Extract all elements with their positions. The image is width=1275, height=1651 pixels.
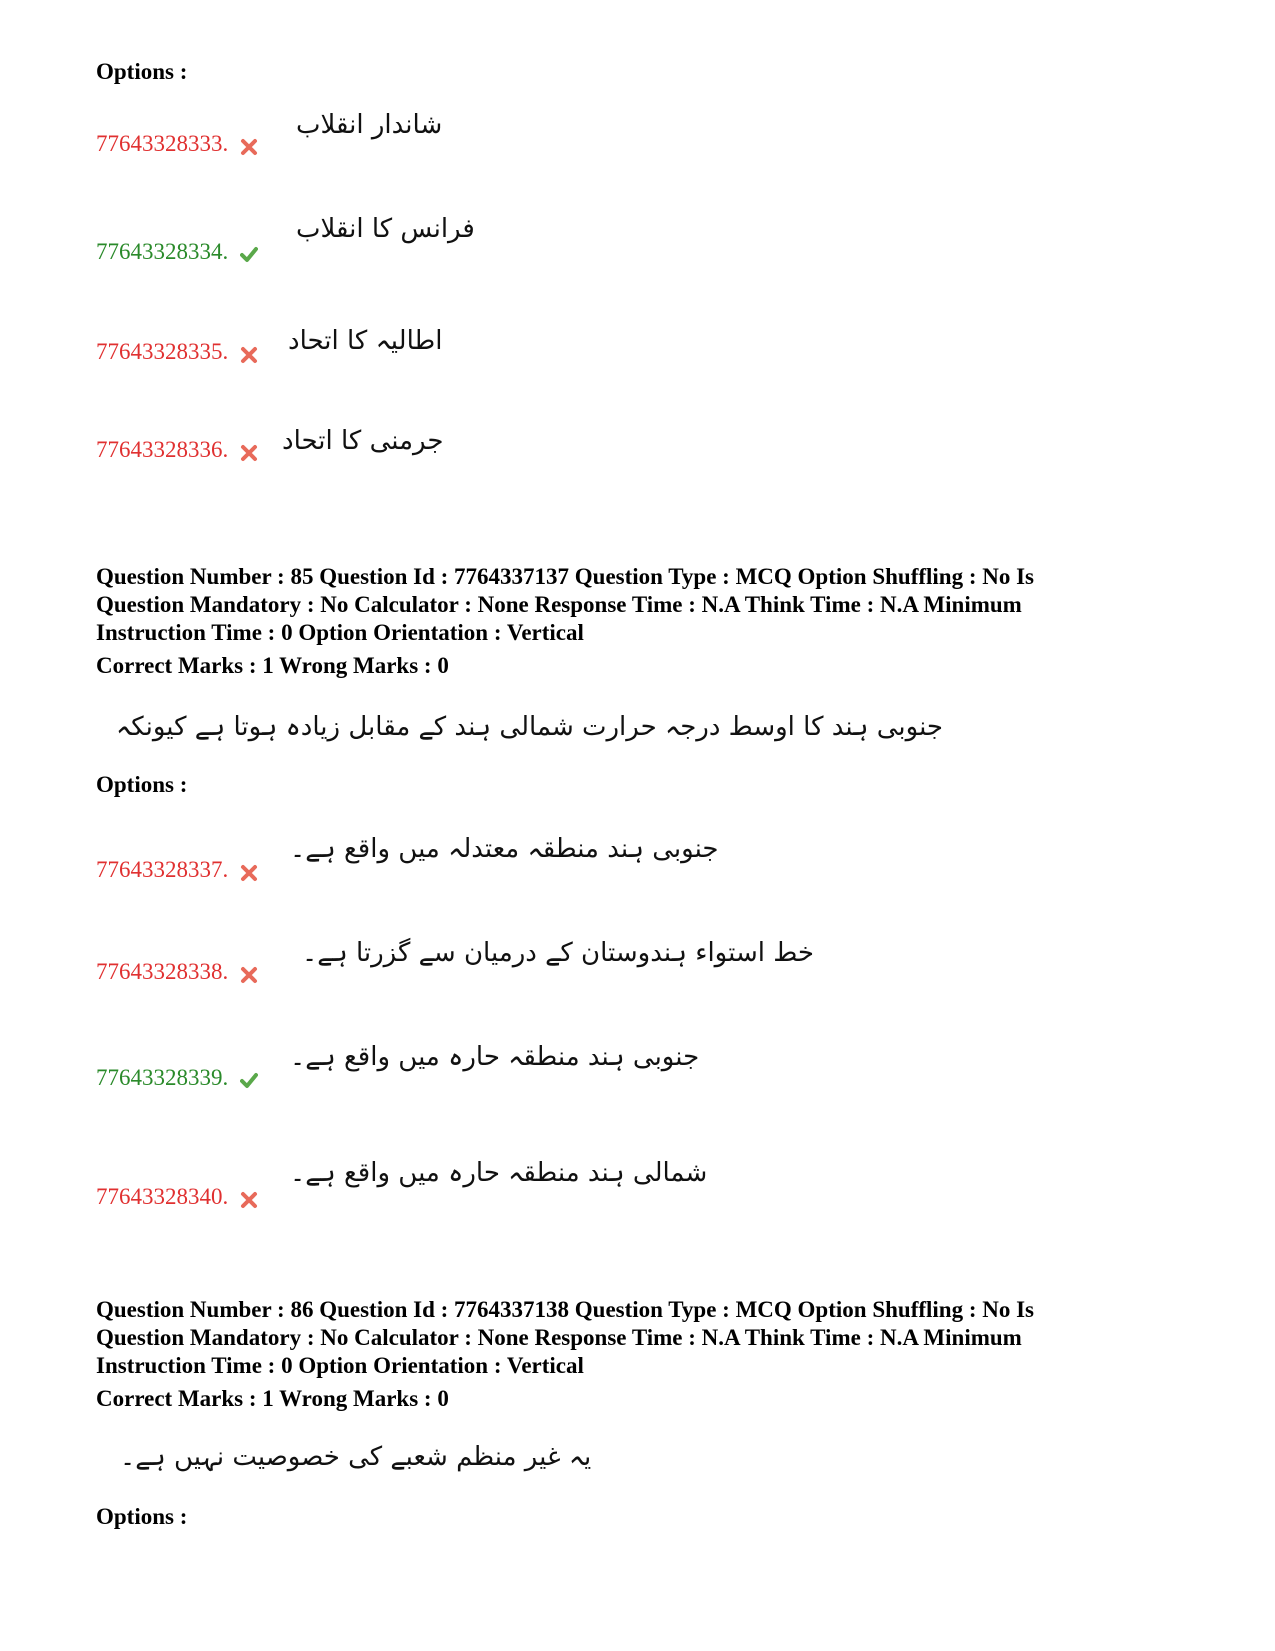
question-meta-line: Instruction Time : 0 Option Orientation : Vertical: [96, 620, 584, 645]
option-text: فرانس کا انقلاب: [296, 214, 475, 244]
question-meta-line: Question Mandatory : No Calculator : None Response Time : N.A Think Time : N.A Minimum: [96, 592, 1022, 617]
question-meta-line: Question Mandatory : No Calculator : None Response Time : N.A Think Time : N.A Minimum: [96, 1325, 1022, 1350]
option-row: [96, 238, 258, 266]
option-text: جنوبی ہند منطقہ معتدلہ میں واقع ہے۔: [290, 834, 719, 864]
option-text: اطالیہ کا اتحاد: [288, 326, 443, 356]
marks-line: Correct Marks : 1 Wrong Marks : 0: [96, 1386, 449, 1411]
question-text: جنوبی ہند کا اوسط درجہ حرارت شمالی ہند کے مقابل زیادہ ہوتا ہے کیونکہ: [116, 712, 943, 742]
option-row: [96, 436, 258, 464]
cross-icon: [240, 346, 258, 364]
question-meta-line: Question Number : 86 Question Id : 7764337138 Question Type : MCQ Option Shuffling : No Is: [96, 1297, 1035, 1322]
cross-icon: [240, 864, 258, 882]
option-text: جرمنی کا اتحاد: [282, 426, 444, 456]
cross-icon: [240, 1191, 258, 1209]
option-row: [96, 338, 258, 366]
options-label: Options :: [96, 772, 188, 797]
option-id: 77643328339.: [96, 1065, 229, 1090]
option-id: 77643328336.: [96, 437, 229, 462]
option-row: [96, 958, 258, 986]
option-id: 77643328340.: [96, 1184, 229, 1209]
option-row: [96, 1183, 258, 1211]
option-id: 77643328333.: [96, 131, 229, 156]
cross-icon: [240, 138, 258, 156]
option-text: خط استواء ہندوستان کے درمیان سے گزرتا ہے۔: [302, 938, 814, 968]
question-meta-line: Instruction Time : 0 Option Orientation : Vertical: [96, 1353, 584, 1378]
marks-line: Correct Marks : 1 Wrong Marks : 0: [96, 653, 449, 678]
check-icon: [240, 1072, 258, 1090]
option-text: شمالی ہند منطقہ حارہ میں واقع ہے۔: [290, 1158, 708, 1188]
options-label: Options :: [96, 1504, 188, 1529]
question-text: یہ غیر منظم شعبے کی خصوصیت نہیں ہے۔: [120, 1442, 592, 1472]
option-id: 77643328334.: [96, 239, 229, 264]
option-row: [96, 130, 258, 158]
option-id: 77643328338.: [96, 959, 229, 984]
options-label: Options :: [96, 59, 188, 84]
option-row: [96, 856, 258, 884]
option-id: 77643328335.: [96, 339, 229, 364]
option-id: 77643328337.: [96, 857, 229, 882]
option-text: شاندار انقلاب: [296, 110, 443, 140]
cross-icon: [240, 444, 258, 462]
check-icon: [240, 246, 258, 264]
question-meta-line: Question Number : 85 Question Id : 7764337137 Question Type : MCQ Option Shuffling : No Is: [96, 564, 1035, 589]
option-row: [96, 1064, 258, 1092]
cross-icon: [240, 966, 258, 984]
option-text: جنوبی ہند منطقہ حارہ میں واقع ہے۔: [290, 1042, 700, 1072]
